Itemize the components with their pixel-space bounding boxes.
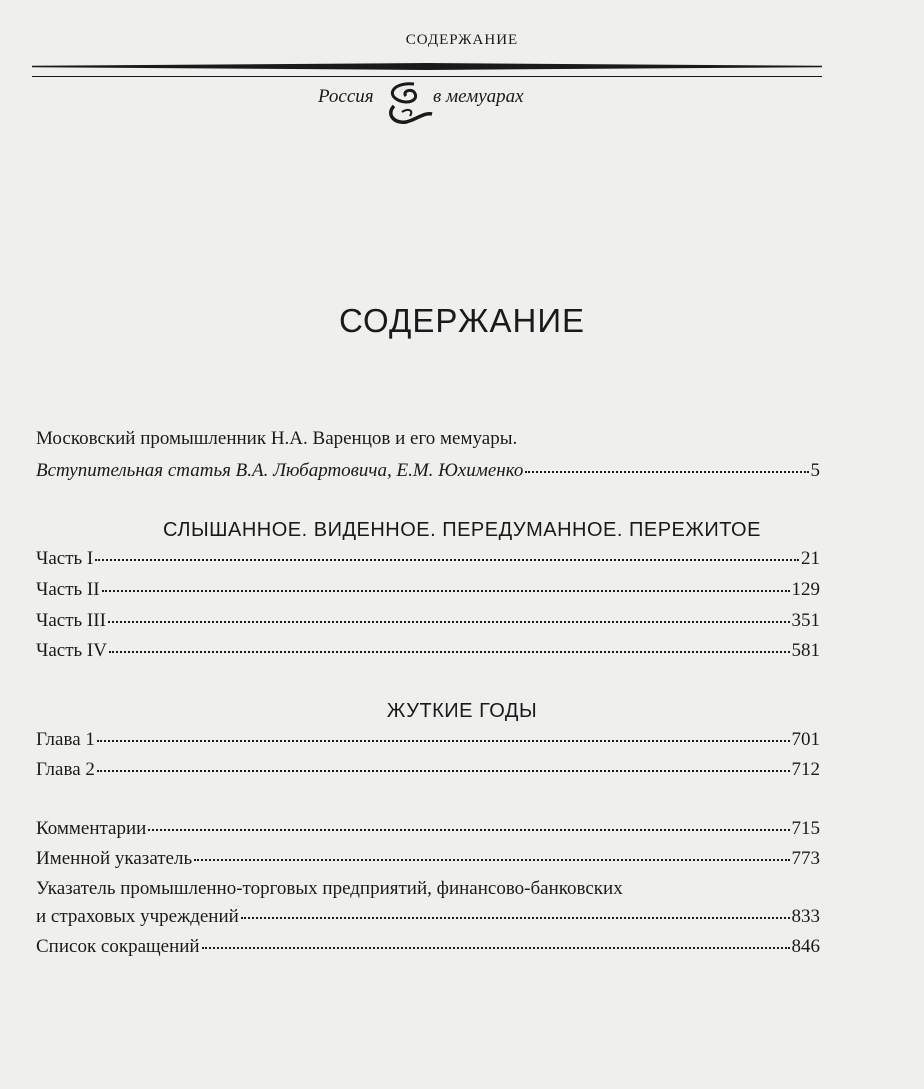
page-title: СОДЕРЖАНИЕ: [338, 302, 586, 339]
leader-dots: [97, 739, 790, 742]
leader-dots: [525, 470, 808, 473]
toc-entry-intro[interactable]: [36, 460, 820, 482]
entry-title: Список сокращений: [36, 936, 200, 957]
entry-title: Глава 2: [36, 759, 95, 780]
toc-entry-part-4[interactable]: [36, 640, 820, 662]
leader-dots: [109, 650, 790, 653]
entry-title: Глава 1: [36, 729, 95, 750]
leader-dots: [194, 858, 789, 861]
page-number: 715: [791, 818, 820, 839]
entry-title: Часть III: [36, 610, 106, 631]
section-heading-2: ЖУТКИЕ ГОДЫ: [386, 700, 538, 722]
toc-entry-abbreviations[interactable]: [36, 936, 820, 958]
page-number: 21: [801, 548, 820, 569]
page-number: 581: [791, 640, 820, 661]
toc-entry-comments[interactable]: [36, 818, 820, 840]
enterprise-index-title: Указатель промышленно-торговых предприятий, финансово-банковских: [36, 878, 623, 899]
entry-title: Часть IV: [36, 640, 107, 661]
toc-entry-enterprise-index[interactable]: [36, 906, 820, 928]
toc-entry-part-2[interactable]: [36, 579, 820, 601]
leader-dots: [102, 589, 790, 592]
toc-entry-part-1[interactable]: [36, 548, 820, 570]
leader-dots: [95, 558, 799, 561]
page-number: 773: [791, 848, 820, 869]
series-logo-icon: [380, 80, 434, 126]
toc-entry-name-index[interactable]: [36, 848, 820, 870]
entry-title: Часть I: [36, 548, 94, 569]
intro-title: Московский промышленник Н.А. Варенцов и его мемуары.: [36, 428, 518, 449]
series-title-left: Россия: [318, 86, 374, 107]
header-rule-thick: [32, 63, 822, 70]
intro-subtitle: Вступительная статья В.А. Любартовича, Е.М. Юхименко: [36, 460, 524, 481]
entry-title: Комментарии: [36, 818, 147, 839]
toc-entry-chapter-2[interactable]: [36, 759, 820, 781]
header-rule-thin: [32, 76, 822, 77]
leader-dots: [241, 916, 790, 919]
section-heading-1: СЛЫШАННОЕ. ВИДЕННОЕ. ПЕРЕДУМАННОЕ. ПЕРЕЖИТОЕ: [163, 519, 761, 541]
series-title-right: в мемуарах: [433, 86, 524, 107]
page-number: 5: [810, 460, 820, 481]
leader-dots: [202, 946, 790, 949]
entry-title: Именной указатель: [36, 848, 193, 869]
leader-dots: [97, 769, 790, 772]
page-number: 351: [791, 610, 820, 631]
page-number: 129: [791, 579, 820, 600]
leader-dots: [148, 828, 789, 831]
page-number: 833: [791, 906, 820, 927]
running-head: СОДЕРЖАНИЕ: [405, 32, 519, 48]
page-number: 712: [791, 759, 820, 780]
toc-entry-part-3[interactable]: [36, 610, 820, 632]
toc-entry-chapter-1[interactable]: [36, 729, 820, 751]
page-number: 846: [791, 936, 820, 957]
entry-title: и страховых учреждений: [36, 906, 239, 927]
page-number: 701: [791, 729, 820, 750]
leader-dots: [108, 620, 790, 623]
entry-title: Часть II: [36, 579, 100, 600]
series-banner: [0, 80, 924, 126]
